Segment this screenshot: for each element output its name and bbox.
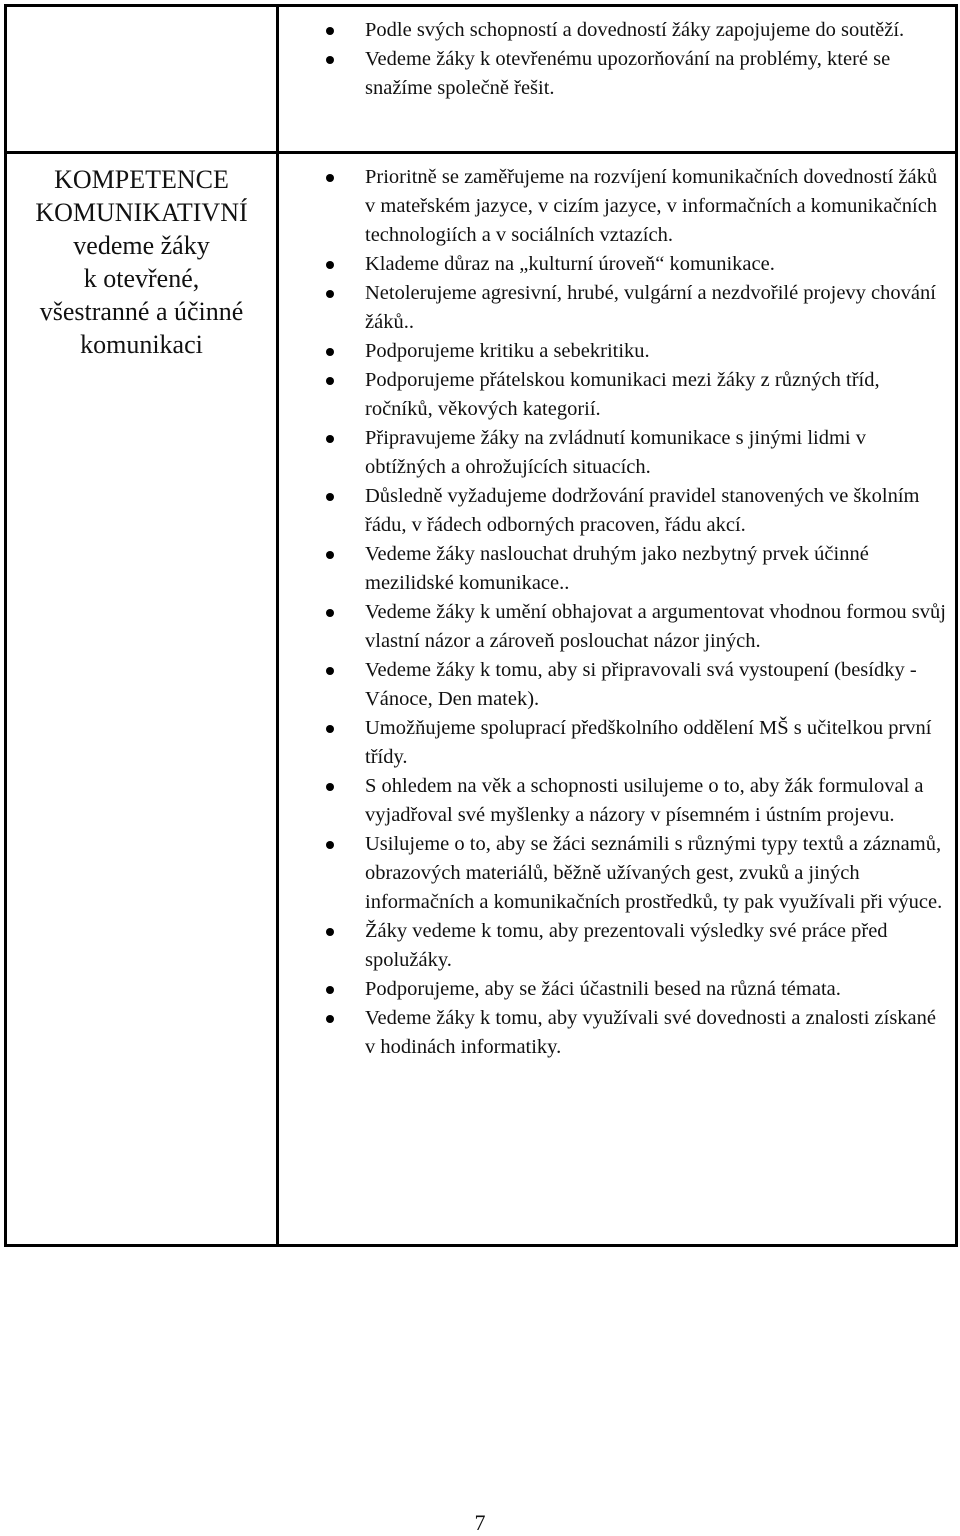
- row1-content-cell: [278, 6, 957, 153]
- list-item: Vedeme žáky k otevřenému upozorňování na problémy, které se snažíme společně řešit.: [279, 45, 955, 103]
- list-item: Vedeme žáky k umění obhajovat a argumentovat vhodnou formou svůj vlastní názor a zároveň poslouchat názor jiných.: [279, 598, 955, 656]
- heading-line: všestranné a účinné: [39, 297, 244, 326]
- heading-line: KOMUNIKATIVNÍ: [35, 198, 248, 227]
- heading-line: komunikaci: [80, 330, 203, 359]
- list-item: S ohledem na věk a schopnosti usilujeme o to, aby žák formuloval a vyjadřoval své myšlenky a názory v písemném i ústním projevu.: [279, 772, 955, 830]
- list-item: Vedeme žáky naslouchat druhým jako nezbytný prvek účinné mezilidské komunikace..: [279, 540, 955, 598]
- list-item: Vedeme žáky k tomu, aby využívali své dovednosti a znalosti získané v hodinách informatiky.: [279, 1004, 955, 1062]
- competence-bullet-list: [279, 154, 955, 1062]
- competence-content-cell: [278, 153, 957, 1246]
- competence-table: [4, 4, 958, 1247]
- table-row: [6, 6, 957, 153]
- heading-line: KOMPETENCE: [54, 165, 229, 194]
- list-item: Usilujeme o to, aby se žáci seznámili s různými typy textů a záznamů, obrazových materiálů, běžně užívaných gest, zvuků a jiných informačních a komunikačních prostředků, ty pak využívali při výuce.: [279, 830, 955, 917]
- list-item: Umožňujeme spoluprací předškolního oddělení MŠ s učitelkou první třídy.: [279, 714, 955, 772]
- row1-bullet-list: [279, 7, 955, 103]
- row1-label-cell: [6, 6, 278, 153]
- heading-line: k otevřené,: [83, 264, 200, 293]
- list-item: Podporujeme, aby se žáci účastnili besed na různá témata.: [279, 975, 955, 1004]
- list-item: Netolerujeme agresivní, hrubé, vulgární a nezdvořilé projevy chování žáků..: [279, 279, 955, 337]
- table-row: [6, 153, 957, 1246]
- list-item: Důsledně vyžadujeme dodržování pravidel stanovených ve školním řádu, v řádech odborných pracoven, řádu akcí.: [279, 482, 955, 540]
- list-item: Připravujeme žáky na zvládnutí komunikace s jinými lidmi v obtížných a ohrožujících situacích.: [279, 424, 955, 482]
- list-item: Podporujeme přátelskou komunikaci mezi žáky z různých tříd, ročníků, věkových kategorií.: [279, 366, 955, 424]
- heading-line: vedeme žáky: [73, 231, 210, 260]
- page-number: 7: [474, 1510, 486, 1535]
- competence-heading: [7, 154, 276, 361]
- list-item: Vedeme žáky k tomu, aby si připravovali svá vystoupení (besídky - Vánoce, Den matek).: [279, 656, 955, 714]
- list-item: Podle svých schopností a dovedností žáky zapojujeme do soutěží.: [279, 16, 955, 45]
- list-item: Podporujeme kritiku a sebekritiku.: [279, 337, 955, 366]
- list-item: Klademe důraz na „kulturní úroveň“ komunikace.: [279, 250, 955, 279]
- list-item: Prioritně se zaměřujeme na rozvíjení komunikačních dovedností žáků v mateřském jazyce, v cizím jazyce, v informačních a komunikačních technologiích a v sociálních vztazích.: [279, 163, 955, 250]
- competence-heading-cell: [6, 153, 278, 1246]
- list-item: Žáky vedeme k tomu, aby prezentovali výsledky své práce před spolužáky.: [279, 917, 955, 975]
